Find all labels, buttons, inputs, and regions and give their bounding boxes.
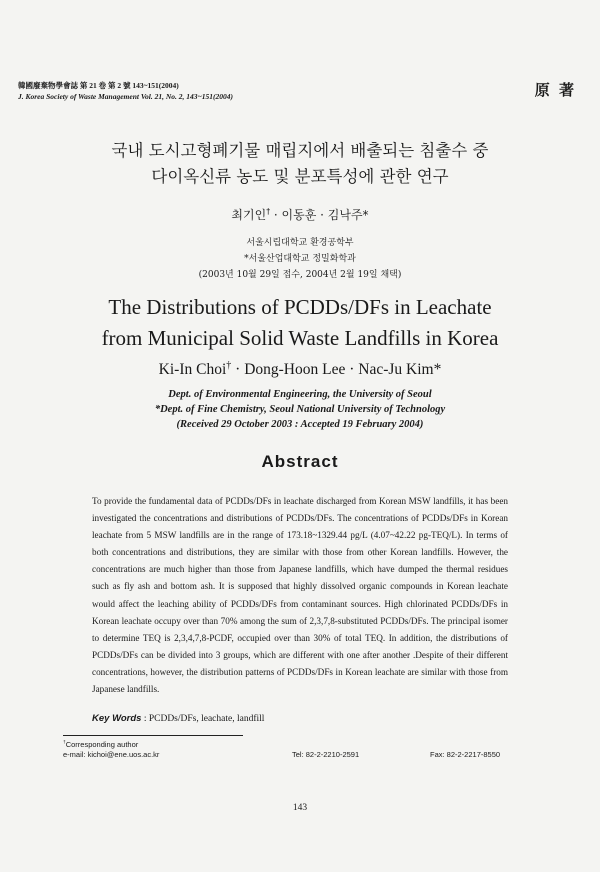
korean-authors bbox=[0, 206, 600, 223]
journal-korean: 韓國廢棄物學會誌 第 21 卷 第 2 號 143~151(2004) bbox=[18, 81, 179, 90]
english-authors-rest: · Dong-Hoon Lee · Nac-Ju Kim* bbox=[231, 361, 442, 378]
abstract-body bbox=[92, 493, 508, 698]
keywords-value: : PCDDs/DFs, leachate, landfill bbox=[143, 714, 265, 724]
korean-title-line1: 국내 도시고형폐기물 매립지에서 배출되는 침출수 중 bbox=[111, 141, 489, 160]
english-title-line1: The Distributions of PCDDs/DFs in Leachate bbox=[108, 295, 492, 319]
article-type-badge: 原 著 bbox=[534, 81, 576, 99]
english-received: (Received 29 October 2003 : Accepted 19 February 2004) bbox=[176, 419, 424, 430]
abstract-text: To provide the fundamental data of PCDDs/DFs in leachate discharged from Korean MSW landfills, it has been investigated the concentrations and distributions of PCDDs/DFs. The concentrations of PCDDs/DFs in Korean leachate from 5 MSW landfills are in the range of 173.18~1329.44 pg/L (4.07~42.22 pg-TEQ/L). In terms of both concentrations and distributions, they are similar with those from other Korean landfills. However, the concentrations are much higher than those from Japanese landfills, which have dumped the thermal residues such as fly ash and bottom ash. It is supposed that highly dissolved organic compounds in Korean leachate would affect the leaching ability of PCDDs/DFs from contaminant sources. High chlorinated PCDDs/DFs in Korean leachate occupy over than 70% among the sum of 2,3,7,8-substituted PCDDs/DFs. The principal isomer to determine TEQ is 2,3,4,7,8-PCDF, occupied over than 30% of total TEQ. In addition, the distributions of PCDDs/DFs can be divided into 3 groups, which are different with one after another .Despite of their different concentrations, however, the distribution patterns of PCDDs/DFs in Korean leachate are similar with those from Japanese landfills. bbox=[92, 496, 508, 695]
korean-authors-rest: · 이동훈 · 김낙주* bbox=[270, 208, 369, 222]
journal-english: J. Korea Society of Waste Management Vol. 21, No. 2, 143~151(2004) bbox=[18, 92, 234, 101]
page-number: 143 bbox=[292, 803, 308, 813]
english-affiliation1: Dept. of Environmental Engineering, the University of Seoul bbox=[168, 389, 432, 400]
footnote-mark: † bbox=[63, 740, 66, 746]
footnote-tel: Tel: 82-2-2210-2591 bbox=[292, 750, 360, 759]
korean-affiliation2: *서울산업대학교 정밀화학과 bbox=[244, 254, 356, 264]
korean-affiliation1: 서울시립대학교 환경공학부 bbox=[246, 238, 354, 248]
footnote-email: e-mail: kichoi@ene.uos.ac.kr bbox=[63, 750, 160, 759]
keywords-label: Key Words bbox=[92, 713, 142, 724]
korean-title bbox=[0, 138, 600, 190]
korean-author1: 최기인 bbox=[231, 208, 267, 222]
journal-header bbox=[18, 80, 233, 102]
english-corresponding-mark: † bbox=[226, 359, 232, 371]
english-authors bbox=[0, 361, 600, 379]
abstract-heading: Abstract bbox=[261, 452, 339, 471]
corresponding-author-label: Corresponding author bbox=[65, 740, 139, 749]
english-title-line2: from Municipal Solid Waste Landfills in Korea bbox=[101, 326, 499, 350]
korean-title-line2: 다이옥신류 농도 및 분포특성에 관한 연구 bbox=[151, 167, 449, 186]
footnote-fax: Fax: 82-2-2217-8550 bbox=[430, 750, 501, 759]
english-author1: Ki-In Choi bbox=[158, 361, 227, 378]
footnote-divider bbox=[63, 735, 243, 736]
english-title bbox=[0, 292, 600, 354]
keywords bbox=[92, 713, 264, 724]
korean-dates: (2003년 10월 29일 접수, 2004년 2월 19일 채택) bbox=[198, 270, 402, 280]
english-affiliations bbox=[0, 387, 600, 432]
korean-affiliations bbox=[0, 235, 600, 283]
english-affiliation2: *Dept. of Fine Chemistry, Seoul National University of Technology bbox=[154, 404, 446, 415]
corresponding-mark: † bbox=[266, 207, 271, 216]
footnote bbox=[63, 740, 159, 760]
